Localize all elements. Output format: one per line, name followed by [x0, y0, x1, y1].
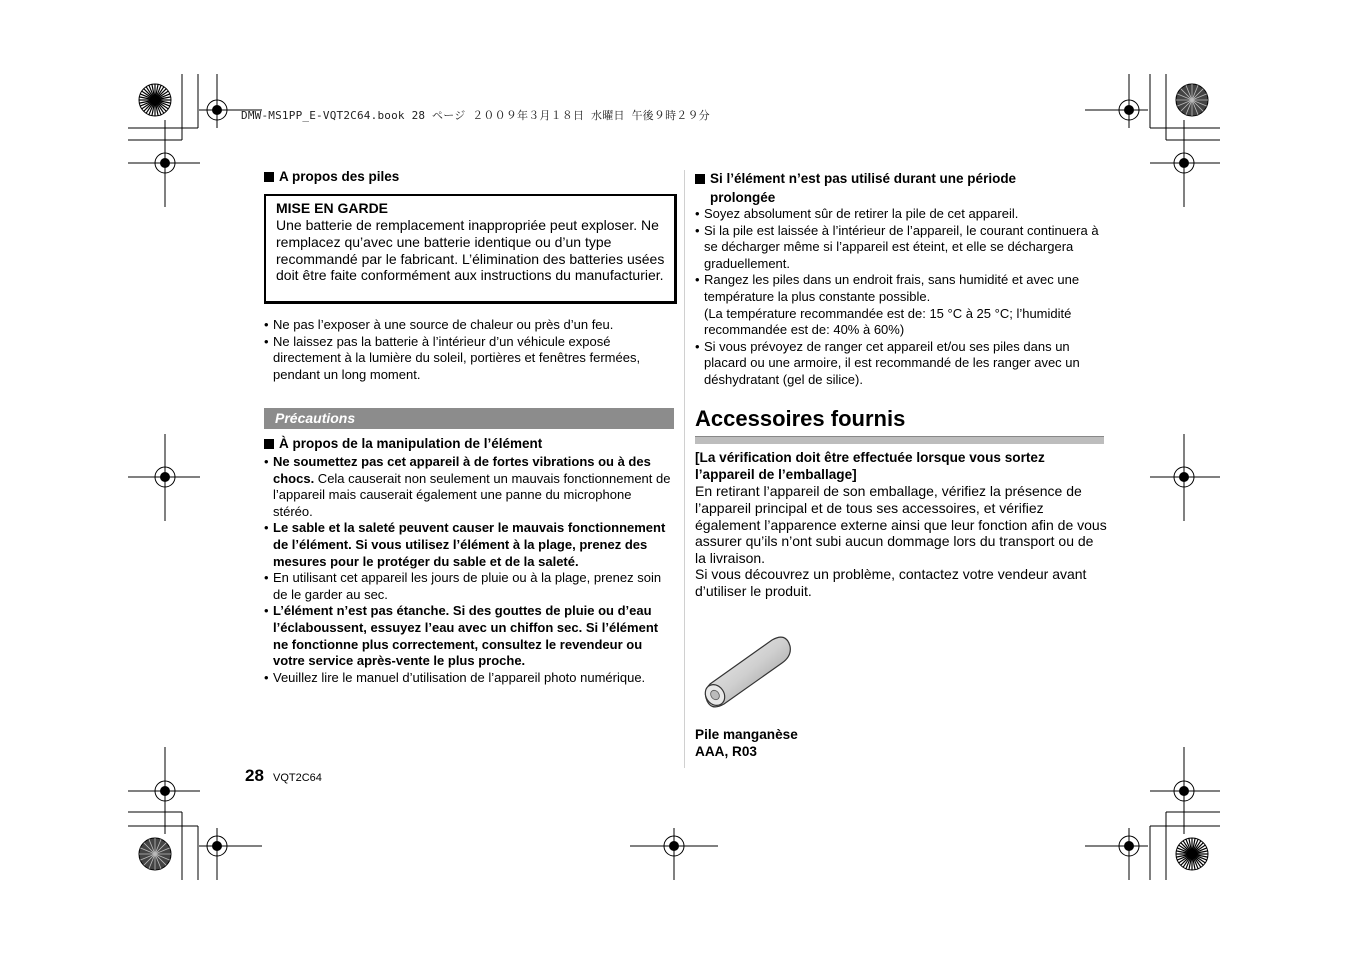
caution-box	[264, 194, 677, 304]
temperature-note: (La température recommandée est de: 15 °C à 25 °C; l’humidité recommandée est de: 40% à 60%)	[704, 305, 1072, 338]
list-item: • L’élément n’est pas étanche. Si des gouttes de pluie ou d’eau l’éclaboussent, essuyez l’eau avec un chiffon sec. Si l’élément ne fonctionne plus correctement, consultez le revendeur ou votre service après-vente le plus proche.	[264, 603, 674, 669]
square-bullet-icon	[695, 174, 705, 184]
battery-illustration	[700, 632, 796, 712]
caution-text: Une batterie de remplacement inappropriée peut exploser. Ne remplacez qu’avec une batterie identique ou d’un type recommandé par le fabricant. L’élimination des batteries usées doit être faite conformément aux instructions du manufacturier.	[276, 217, 665, 284]
precautions-bar	[264, 408, 674, 429]
page-number: 28	[245, 766, 264, 785]
square-bullet-icon	[264, 172, 274, 182]
unused-heading: Si l’élément n’est pas utilisé durant une période prolongée	[695, 169, 1105, 207]
battery-caption: Pile manganèse AAA, R03	[695, 727, 798, 759]
accessories-title: Accessoires fournis	[695, 406, 906, 431]
list-item: • Si vous prévoyez de ranger cet appareil et/ou ses piles dans un placard ou une armoire, il est recommandé de les ranger avec un déshydratant (gel de silice).	[695, 339, 1107, 389]
list-item: • Ne laissez pas la batterie à l’intérieur d’un véhicule exposé directement à la lumière du soleil, portières et fenêtres fermées, pendant un long moment.	[264, 334, 674, 384]
caution-title: MISE EN GARDE	[276, 200, 389, 216]
square-bullet-icon	[264, 439, 274, 449]
list-item: • Le sable et la saleté peuvent causer le mauvais fonctionnement de l’élément. Si vous utilisez l’élément à la plage, prenez des mesures pour le protéger du sable et de la saleté.	[264, 520, 674, 570]
list-item: • Ne soumettez pas cet appareil à de fortes vibrations ou à des chocs. Cela causerait non seulement un mauvais fonctionnement de l’appareil mais causerait également une panne du microphone stéréo.	[264, 454, 674, 520]
precautions-label: Précautions	[275, 410, 356, 426]
battery-bullets	[264, 317, 674, 383]
list-item: • Si la pile est laissée à l’intérieur de l’appareil, le courant continuera à se décharger même si l’appareil est éteint, et elle se déchargera graduellement.	[695, 223, 1107, 273]
column-divider	[684, 170, 685, 768]
title-rule	[695, 436, 1104, 444]
verification-heading: [La vérification doit être effectuée lorsque vous sortez l’appareil de l’emballage]	[695, 450, 1045, 482]
list-item: • Rangez les piles dans un endroit frais, sans humidité et avec une température la plus constante possible. (La température recommandée est de: 15 °C à 25 °C; l’humidité recommandée est de: 40% à 60%)	[695, 272, 1107, 338]
list-item: • Soyez absolument sûr de retirer la pile de cet appareil.	[695, 206, 1107, 223]
print-header: DMW-MS1PP_E-VQT2C64.book 28 ページ ２００９年３月１８日 水曜日 午後９時２９分	[241, 109, 710, 122]
handling-heading: À propos de la manipulation de l’élément	[264, 436, 542, 451]
batteries-heading: A propos des piles	[264, 169, 399, 184]
list-item: • Ne pas l’exposer à une source de chaleur ou près d’un feu.	[264, 317, 674, 334]
list-item: • Veuillez lire le manuel d’utilisation de l’appareil photo numérique.	[264, 670, 674, 687]
list-item: • En utilisant cet appareil les jours de pluie ou à la plage, prenez soin de le garder au sec.	[264, 570, 674, 603]
handling-bullets	[264, 454, 674, 686]
unused-bullets	[695, 206, 1107, 389]
problem-text: Si vous découvrez un problème, contactez votre vendeur avant d’utiliser le produit.	[695, 566, 1087, 599]
doc-code: VQT2C64	[273, 772, 322, 784]
verification-text: En retirant l’appareil de son emballage, vérifiez la présence de l’appareil principal et de tous ses accessoires, et vérifiez également l’apparence externe ainsi que leur fonction afin de vous assurer qu’ils n’ont subi aucun dommage lors du transport ou de la livraison.	[695, 483, 1107, 567]
